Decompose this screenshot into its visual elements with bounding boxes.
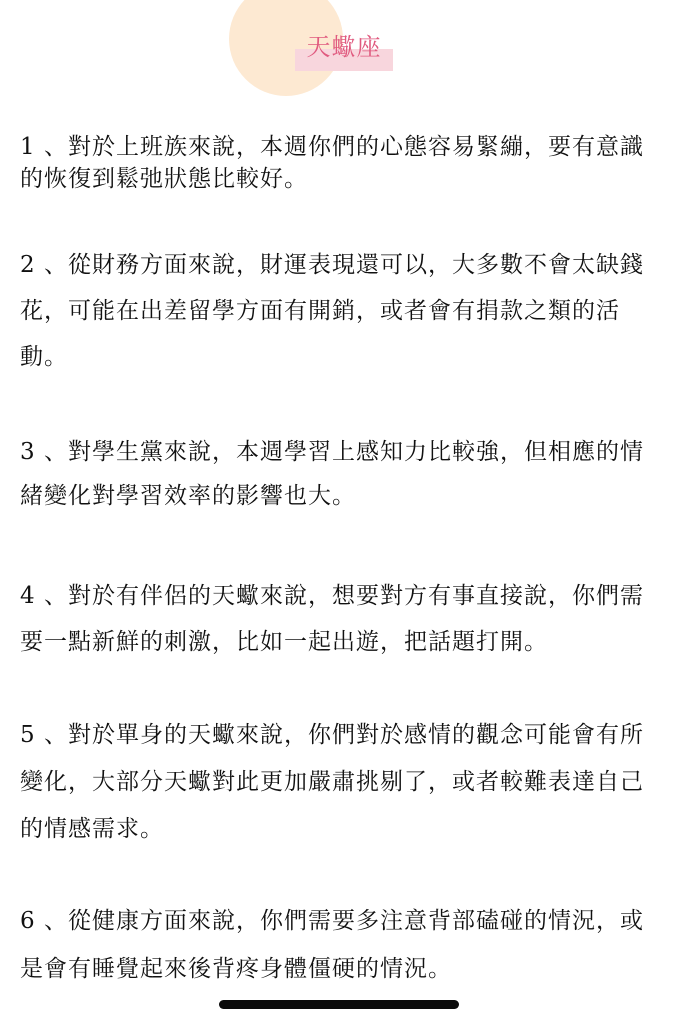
item-number: 4 <box>20 583 36 609</box>
item-text: 對於上班族來說，本週你們的心態容易緊繃，要有意識的恢復到鬆弛狀態比較好。 <box>20 134 644 192</box>
item-separator: 、 <box>35 252 68 278</box>
item-separator: 、 <box>35 134 68 160</box>
item-separator: 、 <box>35 583 68 609</box>
page-title: 天蠍座 <box>306 33 382 61</box>
item-text: 對於單身的天蠍來說，你們對於感情的觀念可能會有所變化，大部分天蠍對此更加嚴肅挑剔了，或者較難表達自己的情感需求。 <box>20 722 644 842</box>
item-text: 從健康方面來說，你們需要多注意背部磕碰的情況，或是會有睡覺起來後背疼身體僵硬的情況。 <box>20 908 644 982</box>
list-item <box>20 242 664 380</box>
item-number: 6 <box>20 908 36 934</box>
header <box>0 0 677 100</box>
list-item <box>20 573 664 665</box>
list-item <box>20 430 664 518</box>
item-number: 3 <box>20 439 36 465</box>
item-number: 2 <box>20 252 36 278</box>
item-number: 1 <box>20 134 36 160</box>
item-separator: 、 <box>35 722 68 748</box>
list-item <box>20 712 664 853</box>
home-indicator[interactable] <box>219 1000 459 1009</box>
item-text: 對於有伴侶的天蠍來說，想要對方有事直接說，你們需要一點新鮮的刺激，比如一起出遊，把話題打開。 <box>20 583 644 655</box>
item-separator: 、 <box>35 908 68 934</box>
list-item <box>20 897 664 993</box>
list-item <box>20 131 664 195</box>
item-text: 對學生黨來說，本週學習上感知力比較強，但相應的情緒變化對學習效率的影響也大。 <box>20 439 644 509</box>
item-separator: 、 <box>35 439 68 465</box>
item-text: 從財務方面來說，財運表現還可以，大多數不會太缺錢花，可能在出差留學方面有開銷，或者會有捐款之類的活動。 <box>20 252 644 370</box>
item-number: 5 <box>20 722 36 748</box>
